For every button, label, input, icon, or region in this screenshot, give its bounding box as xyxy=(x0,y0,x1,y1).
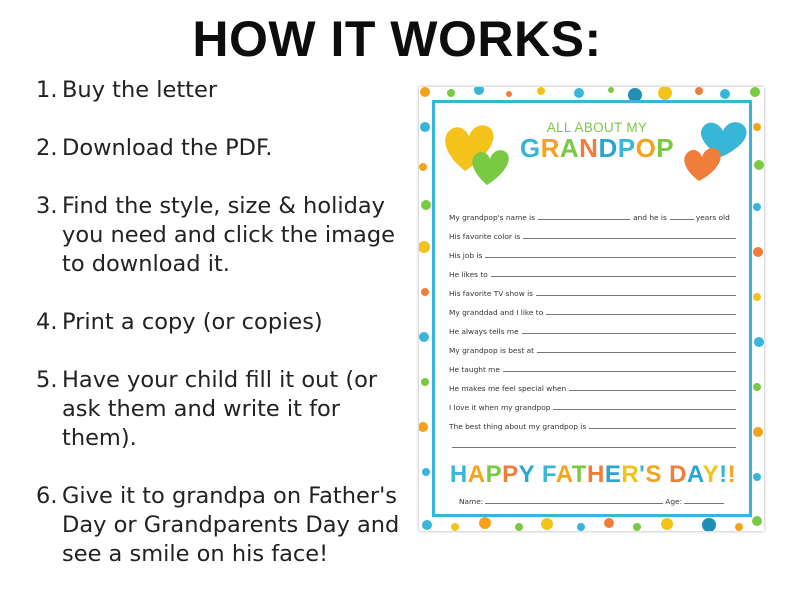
answer-line xyxy=(452,447,736,448)
title-letter: E xyxy=(604,461,622,488)
title-letter: A xyxy=(686,461,703,488)
answer-line xyxy=(537,352,736,353)
worksheet-kicker: ALL ABOUT MY xyxy=(546,120,648,135)
step-text: Give it to grandpa on Father's Day or Grandparents Day and see a smile on his face! xyxy=(62,483,400,567)
step-number: 1. xyxy=(36,77,58,103)
answer-line xyxy=(553,409,736,410)
prompt-row xyxy=(449,241,737,260)
answer-line xyxy=(522,333,736,334)
prompt-label: and he is xyxy=(633,213,667,222)
step-item xyxy=(36,134,406,163)
title-letter: F xyxy=(541,461,556,488)
prompt-label: He likes to xyxy=(449,270,488,279)
title-letter: P xyxy=(656,133,675,163)
worksheet-frame xyxy=(432,100,752,517)
title-letter: H xyxy=(449,461,468,488)
name-age-row xyxy=(459,497,729,506)
title-letter: H xyxy=(586,461,605,488)
prompt-row xyxy=(449,260,737,279)
step-number: 4. xyxy=(36,309,58,335)
title-letter: ! xyxy=(727,461,737,488)
prompt-label: He always tells me xyxy=(449,327,519,336)
title-letter: ' xyxy=(639,461,646,488)
title-letter: O xyxy=(635,133,657,163)
title-letter: A xyxy=(555,461,572,488)
answer-line xyxy=(546,314,736,315)
title-letter: D xyxy=(669,461,687,488)
step-text: Have your child fill it out (or ask them and write it for them). xyxy=(62,367,378,451)
answer-line xyxy=(538,219,630,220)
prompt-row xyxy=(449,317,737,336)
answer-line xyxy=(491,276,736,277)
prompt-label: My granddad and I like to xyxy=(449,308,544,317)
step-item xyxy=(36,192,406,279)
prompt-row xyxy=(449,222,737,241)
steps-list xyxy=(36,76,406,598)
title-letter: R xyxy=(621,461,640,488)
step-number: 5. xyxy=(36,367,58,393)
name-line xyxy=(485,503,663,504)
title-letter: R xyxy=(540,133,560,163)
title-letter: A xyxy=(467,461,486,488)
step-item xyxy=(36,308,406,337)
title-letter: T xyxy=(571,461,587,488)
prompt-row xyxy=(449,279,737,298)
heart-icon xyxy=(445,125,509,185)
title-letter: G xyxy=(519,133,541,163)
prompt-list xyxy=(449,203,737,450)
prompt-label: He makes me feel special when xyxy=(449,384,567,393)
answer-line xyxy=(589,428,736,429)
step-number: 3. xyxy=(36,193,58,219)
title-letter: P xyxy=(502,461,519,488)
step-number: 2. xyxy=(36,135,58,161)
heart-icon xyxy=(684,122,746,181)
prompt-label: His favorite TV show is xyxy=(449,289,533,298)
step-item xyxy=(36,76,406,105)
step-text: Buy the letter xyxy=(62,77,218,103)
printable-preview[interactable] xyxy=(419,87,764,531)
prompt-label: His job is xyxy=(449,251,483,260)
prompt-row xyxy=(449,431,737,450)
worksheet-title xyxy=(507,133,687,164)
prompt-row xyxy=(449,203,737,222)
title-letter: P xyxy=(617,133,636,163)
holiday-banner xyxy=(449,461,737,489)
title-letter xyxy=(662,461,669,488)
page-title: HOW IT WORKS: xyxy=(192,11,602,67)
prompt-row xyxy=(449,355,737,374)
prompt-label: years old xyxy=(695,213,730,222)
step-item xyxy=(36,482,406,569)
step-item xyxy=(36,366,406,453)
age-label: Age: xyxy=(665,497,683,506)
title-letter: ! xyxy=(719,461,728,488)
title-letter xyxy=(535,461,542,488)
prompt-row xyxy=(449,374,737,393)
answer-line xyxy=(523,238,736,239)
prompt-label: My grandpop is best at xyxy=(449,346,535,355)
title-letter: P xyxy=(485,461,503,488)
answer-line xyxy=(569,390,736,391)
answer-line xyxy=(670,219,694,220)
answer-line xyxy=(503,371,736,372)
age-line xyxy=(684,503,724,504)
prompt-label: His favorite color is xyxy=(449,232,521,241)
title-letter: D xyxy=(598,133,618,163)
prompt-row xyxy=(449,298,737,317)
title-letter: Y xyxy=(518,461,535,488)
step-number: 6. xyxy=(36,483,58,509)
step-text: Download the PDF. xyxy=(62,135,273,161)
title-letter: S xyxy=(645,461,662,488)
step-text: Print a copy (or copies) xyxy=(62,309,323,335)
name-label: Name: xyxy=(459,497,484,506)
prompt-row xyxy=(449,412,737,431)
prompt-label: The best thing about my grandpop is xyxy=(449,422,587,431)
title-letter: Y xyxy=(702,461,720,488)
answer-line xyxy=(536,295,736,296)
title-letter: N xyxy=(579,133,599,163)
prompt-label: My grandpop's name is xyxy=(449,213,536,222)
answer-line xyxy=(485,257,736,258)
step-text: Find the style, size & holiday you need and click the image to download it. xyxy=(62,193,395,277)
prompt-label: I love it when my grandpop xyxy=(449,403,551,412)
title-letter: A xyxy=(559,133,580,163)
prompt-row xyxy=(449,336,737,355)
prompt-label: He taught me xyxy=(449,365,500,374)
prompt-row xyxy=(449,393,737,412)
